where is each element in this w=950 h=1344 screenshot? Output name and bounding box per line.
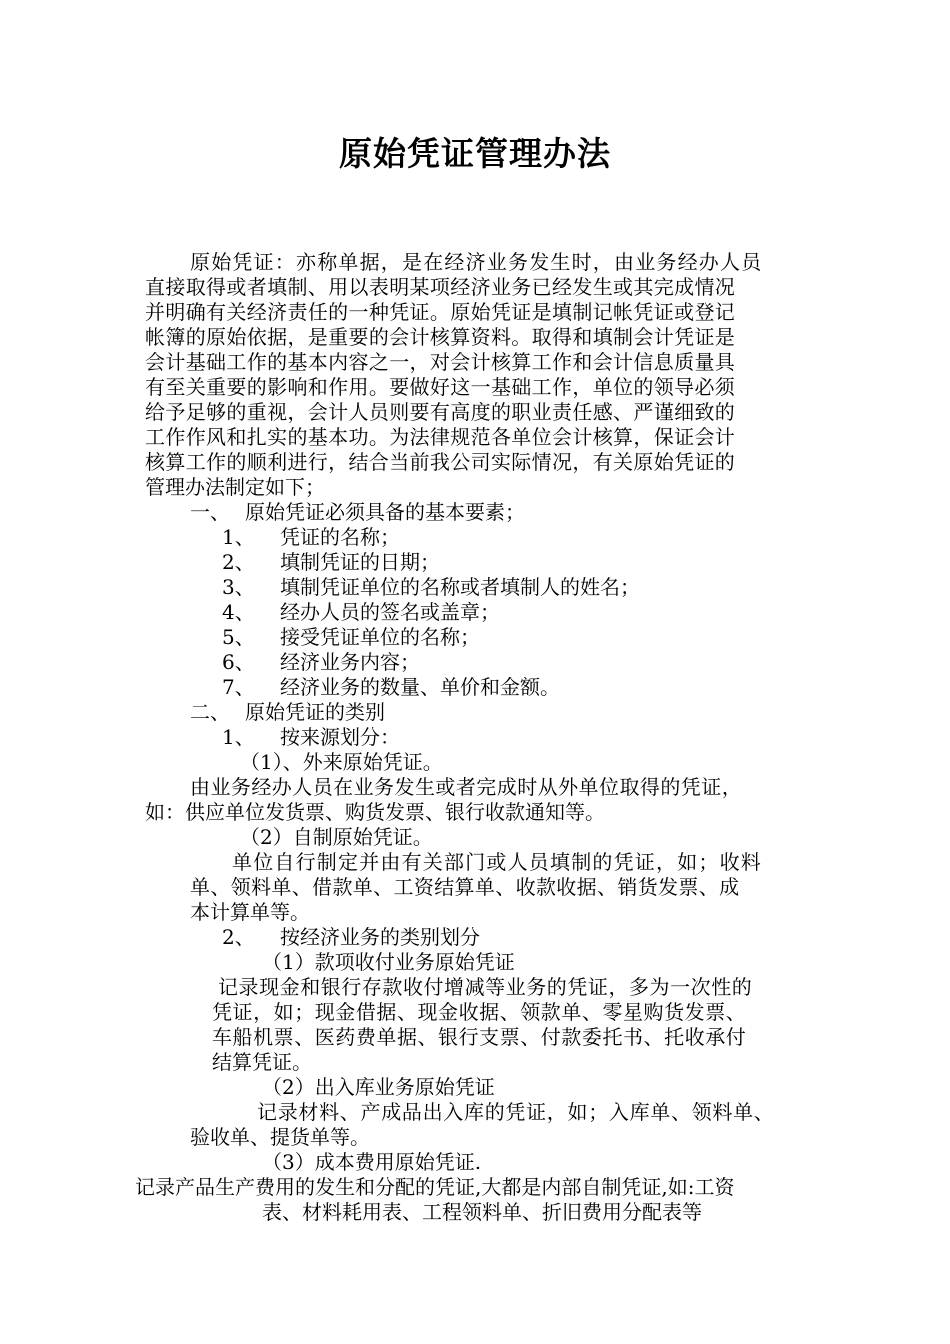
category-body-line: 记录现金和银行存款收付增减等业务的凭证，多为一次性的 — [218, 975, 753, 999]
intro-line: 并明确有关经济责任的一种凭证。原始凭证是填制记帐凭证或登记 — [145, 300, 736, 324]
list-item-number: 1、 — [222, 525, 255, 549]
category-body-line: 记录产品生产费用的发生和分配的凭证,大都是内部自制凭证,如:工资 — [135, 1175, 735, 1199]
list-item: 凭证的名称； — [280, 525, 400, 549]
list-item: 填制凭证单位的名称或者填制人的姓名； — [280, 575, 640, 599]
intro-line: 帐簿的原始依据，是重要的会计核算资料。取得和填制会计凭证是 — [145, 325, 736, 349]
section-heading: 原始凭证的类别 — [245, 700, 385, 724]
category-title: （1）款项收付业务原始凭证 — [262, 950, 515, 974]
category-body-line: 记录材料、产成品出入库的凭证，如；入库单、领料单、 — [257, 1100, 775, 1124]
list-item: 经办人员的签名或盖章； — [280, 600, 500, 624]
list-item: 接受凭证单位的名称； — [280, 625, 480, 649]
category-body-line: 本计算单等。 — [190, 900, 310, 924]
category-body-line: 单位自行制定并由有关部门或人员填制的凭证，如；收料 — [232, 850, 762, 874]
category-title: （2）自制原始凭证。 — [240, 825, 433, 849]
category-title: （3）成本费用原始凭证. — [262, 1150, 482, 1174]
category-body-line: 由业务经办人员在业务发生或者完成时从外单位取得的凭证， — [190, 775, 743, 799]
intro-line: 有至关重要的影响和作用。要做好这一基础工作，单位的领导必须 — [145, 375, 736, 399]
list-item-number: 3、 — [222, 575, 255, 599]
intro-line: 工作作风和扎实的基本功。为法律规范各单位会计核算，保证会计 — [145, 425, 736, 449]
list-item: 填制凭证的日期； — [280, 550, 440, 574]
section-number: 一、 — [190, 500, 230, 524]
category-body-line: 凭证，如；现金借据、现金收据、领款单、零星购货发票、 — [212, 1000, 747, 1024]
intro-line: 会计基础工作的基本内容之一，对会计核算工作和会计信息质量具 — [145, 350, 736, 374]
intro-line: 核算工作的顺利进行，结合当前我公司实际情况，有关原始凭证的 — [145, 450, 736, 474]
category-body-line: 结算凭证。 — [212, 1050, 312, 1074]
list-item: 经济业务内容； — [280, 650, 420, 674]
category-title: （2）出入库业务原始凭证 — [262, 1075, 495, 1099]
intro-line: 直接取得或者填制、用以表明某项经济业务已经发生或其完成情况 — [145, 275, 736, 299]
category-body-line: 验收单、提货单等。 — [190, 1125, 370, 1149]
intro-line: 原始凭证：亦称单据，是在经济业务发生时，由业务经办人员 — [190, 250, 763, 274]
list-item-number: 4、 — [222, 600, 255, 624]
subsection-heading: 按来源划分： — [280, 725, 400, 749]
category-body-line: 表、材料耗用表、工程领料单、折旧费用分配表等 — [262, 1200, 702, 1224]
subsection-number: 1、 — [222, 725, 255, 749]
list-item-number: 2、 — [222, 550, 255, 574]
section-heading: 原始凭证必须具备的基本要素； — [245, 500, 525, 524]
category-body-line: 车船机票、医药费单据、银行支票、付款委托书、托收承付 — [212, 1025, 747, 1049]
subsection-heading: 按经济业务的类别划分 — [280, 925, 480, 949]
intro-line: 给予足够的重视，会计人员则要有高度的职业责任感、严谨细致的 — [145, 400, 736, 424]
category-body-line: 如：供应单位发货票、购货发票、银行收款通知等。 — [145, 800, 605, 824]
section-number: 二、 — [190, 700, 230, 724]
list-item-number: 5、 — [222, 625, 255, 649]
category-title: （1）、外来原始凭证。 — [240, 750, 443, 774]
list-item: 经济业务的数量、单价和金额。 — [280, 675, 560, 699]
document-title: 原始凭证管理办法 — [339, 134, 611, 173]
intro-line: 管理办法制定如下； — [145, 475, 325, 499]
subsection-number: 2、 — [222, 925, 255, 949]
list-item-number: 6、 — [222, 650, 255, 674]
list-item-number: 7、 — [222, 675, 255, 699]
category-body-line: 单、领料单、借款单、工资结算单、收款收据、销货发票、成 — [190, 875, 740, 899]
